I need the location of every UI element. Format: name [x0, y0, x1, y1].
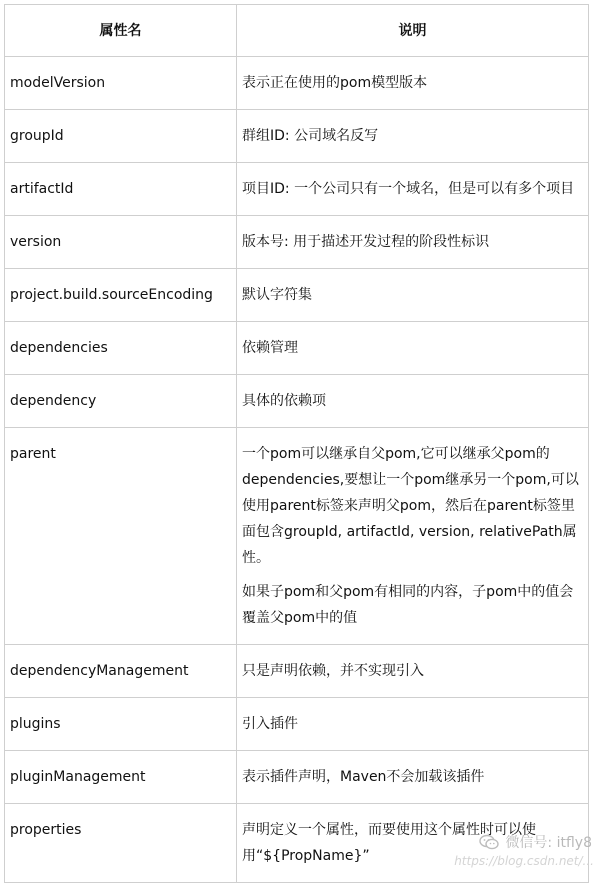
- attribute-name-cell: modelVersion: [5, 57, 237, 110]
- table-row: [5, 645, 589, 698]
- attribute-name-cell: pluginManagement: [5, 751, 237, 804]
- table-row: [5, 751, 589, 804]
- description-paragraph: 项目ID: 一个公司只有一个域名，但是可以有多个项目: [242, 181, 575, 197]
- description-paragraph: 表示正在使用的pom模型版本: [242, 75, 428, 91]
- table-row: [5, 375, 589, 428]
- table-row: [5, 57, 589, 110]
- description-cell: [237, 751, 589, 804]
- attribute-name-cell: dependency: [5, 375, 237, 428]
- table-row: [5, 216, 589, 269]
- attribute-name-cell: dependencies: [5, 322, 237, 375]
- table-row: [5, 163, 589, 216]
- attribute-name-cell: properties: [5, 804, 237, 883]
- description-cell: [237, 163, 589, 216]
- table-row: [5, 322, 589, 375]
- description-cell: [237, 269, 589, 322]
- attribute-name-cell: dependencyManagement: [5, 645, 237, 698]
- wechat-icon: [479, 834, 499, 850]
- attribute-name-cell: version: [5, 216, 237, 269]
- table-row: [5, 698, 589, 751]
- blog-watermark: https://blog.csdn.net/...: [454, 854, 594, 868]
- description-paragraph: 声明定义一个属性，而要使用这个属性时可以使用“${PropName}”: [242, 822, 536, 864]
- description-paragraph: 依赖管理: [242, 340, 298, 356]
- description-paragraph: 默认字符集: [242, 287, 312, 303]
- attribute-name-cell: groupId: [5, 110, 237, 163]
- table-row: [5, 428, 589, 645]
- description-paragraph: 如果子pom和父pom有相同的内容，子pom中的值会覆盖父pom中的值: [242, 584, 574, 626]
- description-paragraph: 引入插件: [242, 716, 298, 732]
- description-cell: [237, 698, 589, 751]
- header-attribute-name: 属性名: [5, 5, 237, 57]
- description-cell: [237, 322, 589, 375]
- description-cell: [237, 110, 589, 163]
- description-paragraph: 只是声明依赖，并不实现引入: [242, 663, 424, 679]
- table-row: [5, 269, 589, 322]
- description-paragraph: 表示插件声明，Maven不会加载该插件: [242, 769, 485, 785]
- description-cell: [237, 216, 589, 269]
- pom-attribute-table: [4, 4, 589, 883]
- description-paragraph: 具体的依赖项: [242, 393, 326, 409]
- table-row: [5, 110, 589, 163]
- description-cell: [237, 57, 589, 110]
- description-paragraph: 群组ID: 公司域名反写: [242, 128, 379, 144]
- watermark-text: 微信号: itfly8: [505, 835, 592, 851]
- description-paragraph: 一个pom可以继承自父pom,它可以继承父pom的dependencies,要想让一个pom继承另一个pom,可以使用parent标签来声明父pom，然后在parent标签里面包含groupId, artifactId, version, relativePath属性。: [242, 446, 579, 566]
- header-description: 说明: [237, 5, 589, 57]
- description-cell: [237, 645, 589, 698]
- table-header-row: [5, 5, 589, 57]
- attribute-name-cell: artifactId: [5, 163, 237, 216]
- attribute-name-cell: plugins: [5, 698, 237, 751]
- description-cell: [237, 375, 589, 428]
- attribute-name-cell: project.build.sourceEncoding: [5, 269, 237, 322]
- attribute-name-cell: parent: [5, 428, 237, 645]
- description-paragraph: 版本号: 用于描述开发过程的阶段性标识: [242, 234, 490, 250]
- wechat-watermark: [479, 832, 592, 852]
- description-cell: [237, 428, 589, 645]
